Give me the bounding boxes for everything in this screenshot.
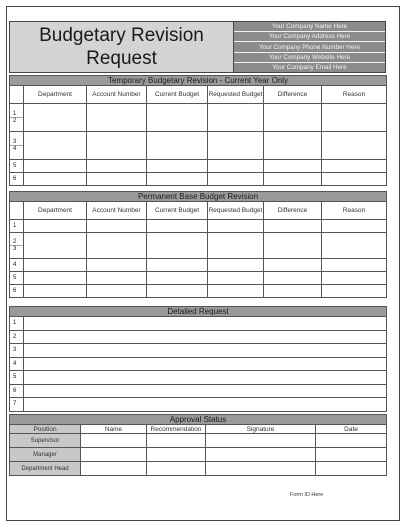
cell-input[interactable] [87,104,147,132]
cell-input[interactable] [87,259,147,272]
cell-input[interactable] [322,173,387,186]
cell-input[interactable] [208,132,264,160]
cell-input[interactable] [24,272,87,285]
company-website: Your Company Website Here [234,53,385,63]
row-number: 6 [10,384,24,398]
cell-input[interactable] [264,104,322,132]
cell-input[interactable] [264,160,322,173]
row-number: 3 [10,344,24,358]
cell-input[interactable] [322,104,387,132]
row-number: 1 [10,220,24,233]
approval-recommendation-input[interactable] [147,462,206,476]
row-number: 6 [10,285,24,298]
cell-input[interactable] [208,285,264,298]
approver-supervisor: Supervisor [10,434,81,448]
cell-input[interactable] [264,233,322,259]
title-line-1: Budgetary Revision [39,25,204,46]
company-info [234,22,385,72]
request-line-input[interactable] [24,371,387,385]
row-number: 2 [10,330,24,344]
cell-input[interactable] [264,173,322,186]
cell-input[interactable] [264,272,322,285]
request-line-input[interactable] [24,317,387,331]
approval-date-input[interactable] [316,462,387,476]
col-current-budget: Current Budget [147,86,208,104]
approval-name-input[interactable] [81,448,147,462]
col-difference: Difference [264,202,322,220]
request-line-input[interactable] [24,384,387,398]
cell-input[interactable] [147,104,208,132]
cell-input[interactable] [322,132,387,160]
cell-input[interactable] [208,233,264,259]
row-number: 5 [10,160,24,173]
section-title: Approval Status [10,415,387,425]
company-phone: Your Company Phone Number Here [234,42,385,52]
row-number: 4 [10,259,24,272]
cell-input[interactable] [147,272,208,285]
temporary-revision-table [9,75,387,186]
col-department: Department [24,86,87,104]
request-line-input[interactable] [24,330,387,344]
section-title: Permanent Base Budget Revision [10,192,387,202]
cell-input[interactable] [24,104,87,132]
approval-name-input[interactable] [81,434,147,448]
col-difference: Difference [264,86,322,104]
cell-input[interactable] [147,259,208,272]
col-name: Name [81,425,147,434]
cell-input[interactable] [264,220,322,233]
row-number: 6 [10,173,24,186]
approval-status-table [9,414,387,476]
request-line-input[interactable] [24,357,387,371]
approval-date-input[interactable] [316,448,387,462]
detailed-request-table [9,306,387,412]
request-line-input[interactable] [24,398,387,412]
col-account-number: Account Number [87,86,147,104]
cell-input[interactable] [322,285,387,298]
cell-input[interactable] [24,160,87,173]
row-number: 7 [10,398,24,412]
form-header [9,21,386,73]
cell-input[interactable] [208,259,264,272]
cell-input[interactable] [87,220,147,233]
row-number: 4 [10,357,24,371]
cell-input[interactable] [264,285,322,298]
cell-input[interactable] [87,285,147,298]
cell-input[interactable] [24,259,87,272]
title-line-2: Request [86,48,157,69]
cell-input[interactable] [147,160,208,173]
row-number: 1 [10,317,24,331]
cell-input[interactable] [147,173,208,186]
form-id: Form ID Here [290,492,324,498]
section-title: Detailed Request [10,307,387,317]
col-signature: Signature [206,425,316,434]
cell-input[interactable] [147,233,208,259]
col-date: Date [316,425,387,434]
col-department: Department [24,202,87,220]
row-numbers-1-2: 1 2 [10,104,24,132]
approval-signature-input[interactable] [206,462,316,476]
col-account-number: Account Number [87,202,147,220]
approver-manager: Manager [10,448,81,462]
section-title: Temporary Budgetary Revision - Current Year Only [10,76,387,86]
form-title [10,22,234,72]
row-numbers-2-3: 2 3 [10,233,24,259]
cell-input[interactable] [322,160,387,173]
permanent-revision-table [9,191,387,298]
cell-input[interactable] [208,160,264,173]
col-reason: Reason [322,202,387,220]
company-address: Your Company Address Here [234,32,385,42]
cell-input[interactable] [24,173,87,186]
row-number: 5 [10,371,24,385]
approval-recommendation-input[interactable] [147,448,206,462]
cell-input[interactable] [264,132,322,160]
cell-input[interactable] [24,285,87,298]
company-email: Your Company Email Here [234,63,385,72]
cell-input[interactable] [87,173,147,186]
cell-input[interactable] [147,220,208,233]
cell-input[interactable] [322,272,387,285]
cell-input[interactable] [322,233,387,259]
cell-input[interactable] [24,132,87,160]
cell-input[interactable] [147,285,208,298]
cell-input[interactable] [208,104,264,132]
approval-name-input[interactable] [81,462,147,476]
approval-signature-input[interactable] [206,448,316,462]
row-numbers-3-4: 3 4 [10,132,24,160]
cell-input[interactable] [87,160,147,173]
cell-input[interactable] [208,220,264,233]
request-line-input[interactable] [24,344,387,358]
cell-input[interactable] [24,233,87,259]
company-name: Your Company Name Here [234,22,385,32]
cell-input[interactable] [87,233,147,259]
cell-input[interactable] [208,173,264,186]
approval-signature-input[interactable] [206,434,316,448]
cell-input[interactable] [322,220,387,233]
col-current-budget: Current Budget [147,202,208,220]
col-requested-budget: Requested Budget [208,86,264,104]
row-number: 5 [10,272,24,285]
cell-input[interactable] [24,220,87,233]
cell-input[interactable] [87,272,147,285]
col-reason: Reason [322,86,387,104]
col-position: Position [10,425,81,434]
approval-recommendation-input[interactable] [147,434,206,448]
col-recommendation: Recommendation [147,425,206,434]
approver-department-head: Department Head [10,462,81,476]
cell-input[interactable] [208,272,264,285]
approval-date-input[interactable] [316,434,387,448]
col-requested-budget: Requested Budget [208,202,264,220]
cell-input[interactable] [147,132,208,160]
cell-input[interactable] [264,259,322,272]
cell-input[interactable] [87,132,147,160]
cell-input[interactable] [322,259,387,272]
